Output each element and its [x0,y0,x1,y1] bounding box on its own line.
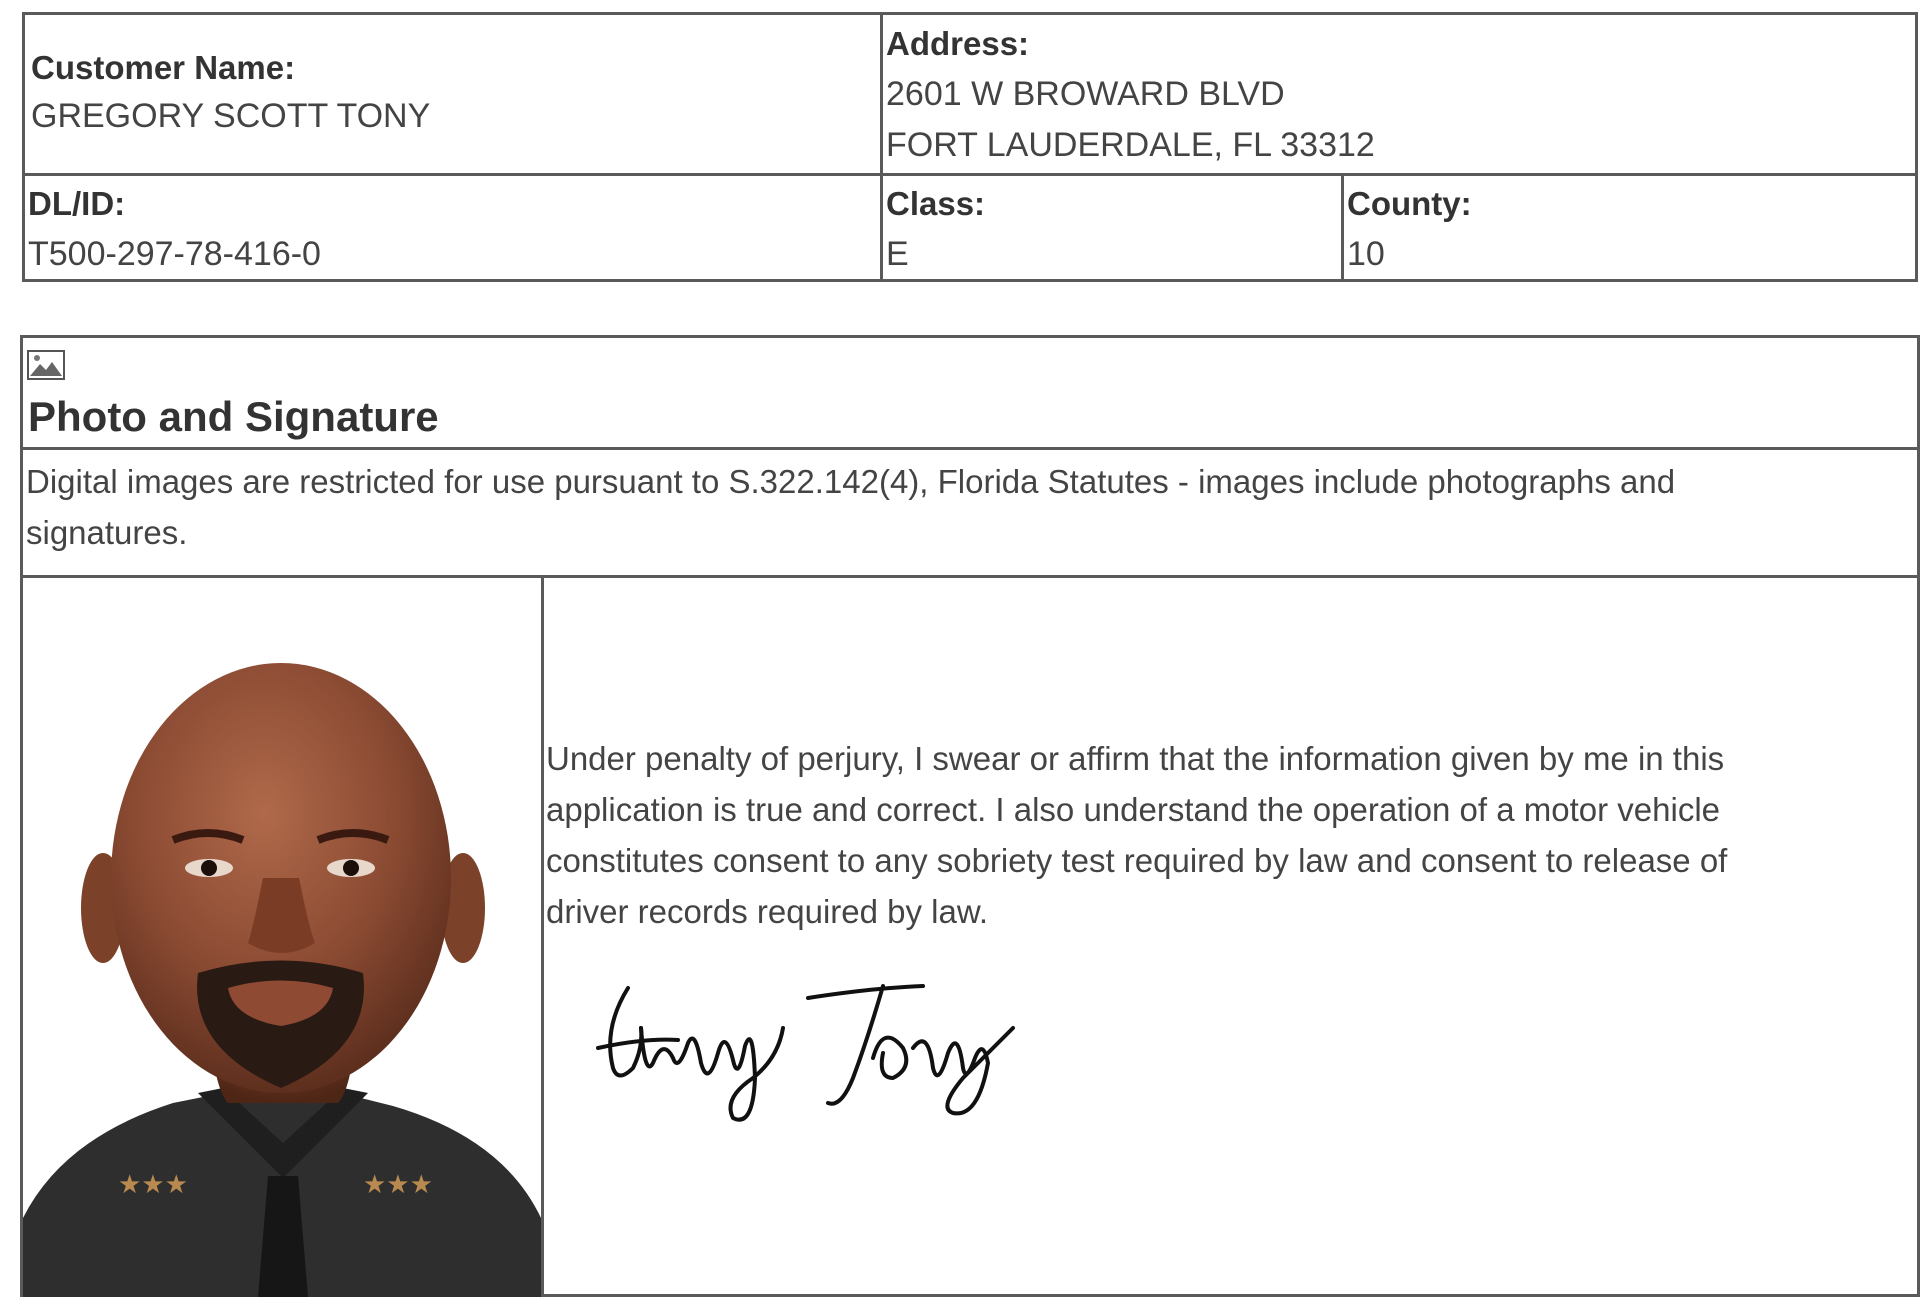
county-cell [1347,185,1472,274]
section-title: Photo and Signature [28,393,439,440]
customer-info-table [22,12,1918,282]
title-divider [23,447,1917,450]
broken-image-icon [27,350,65,385]
customer-name-value: GREGORY SCOTT TONY [31,97,431,135]
declaration-line-3: constitutes consent to any sobriety test required by law and consent to release of [546,842,1728,879]
declaration-line-4: driver records required by law. [546,893,989,930]
restriction-notice [26,456,1906,558]
photo-divider [541,575,544,1297]
table-col-divider-county [1341,173,1344,279]
id-photo [23,578,541,1297]
declaration-line-2: application is true and correct. I also understand the operation of a motor vehicle [546,791,1721,828]
restriction-notice-line-1: Digital images are restricted for use pursuant to S.322.142(4), Florida Statutes - images include photographs and [26,463,1676,500]
svg-text:★★★: ★★★ [118,1170,188,1200]
restriction-notice-line-2: signatures. [26,514,188,551]
county-label: County: [1347,185,1472,222]
class-value: E [886,235,909,273]
county-value: 10 [1347,235,1385,273]
perjury-declaration [546,733,1886,937]
dl-id-value: T500-297-78-416-0 [28,235,321,273]
table-col-divider-main [880,15,883,279]
class-label: Class: [886,185,986,222]
dl-id-label: DL/ID: [28,185,126,222]
customer-name-label: Customer Name: [31,49,296,86]
class-cell [886,185,985,274]
dl-id-cell [28,185,321,274]
photo-signature-panel [20,335,1920,1297]
declaration-line-1: Under penalty of perjury, I swear or affirm that the information given by me in this [546,740,1725,777]
address-label: Address: [886,25,1030,62]
signature [583,968,1043,1133]
address-line-2: FORT LAUDERDALE, FL 33312 [886,126,1375,164]
table-row-divider [25,173,1915,176]
customer-name-cell [31,49,430,136]
address-cell [886,25,1375,165]
address-line-1: 2601 W BROWARD BLVD [886,75,1285,113]
svg-text:★★★: ★★★ [363,1170,433,1200]
